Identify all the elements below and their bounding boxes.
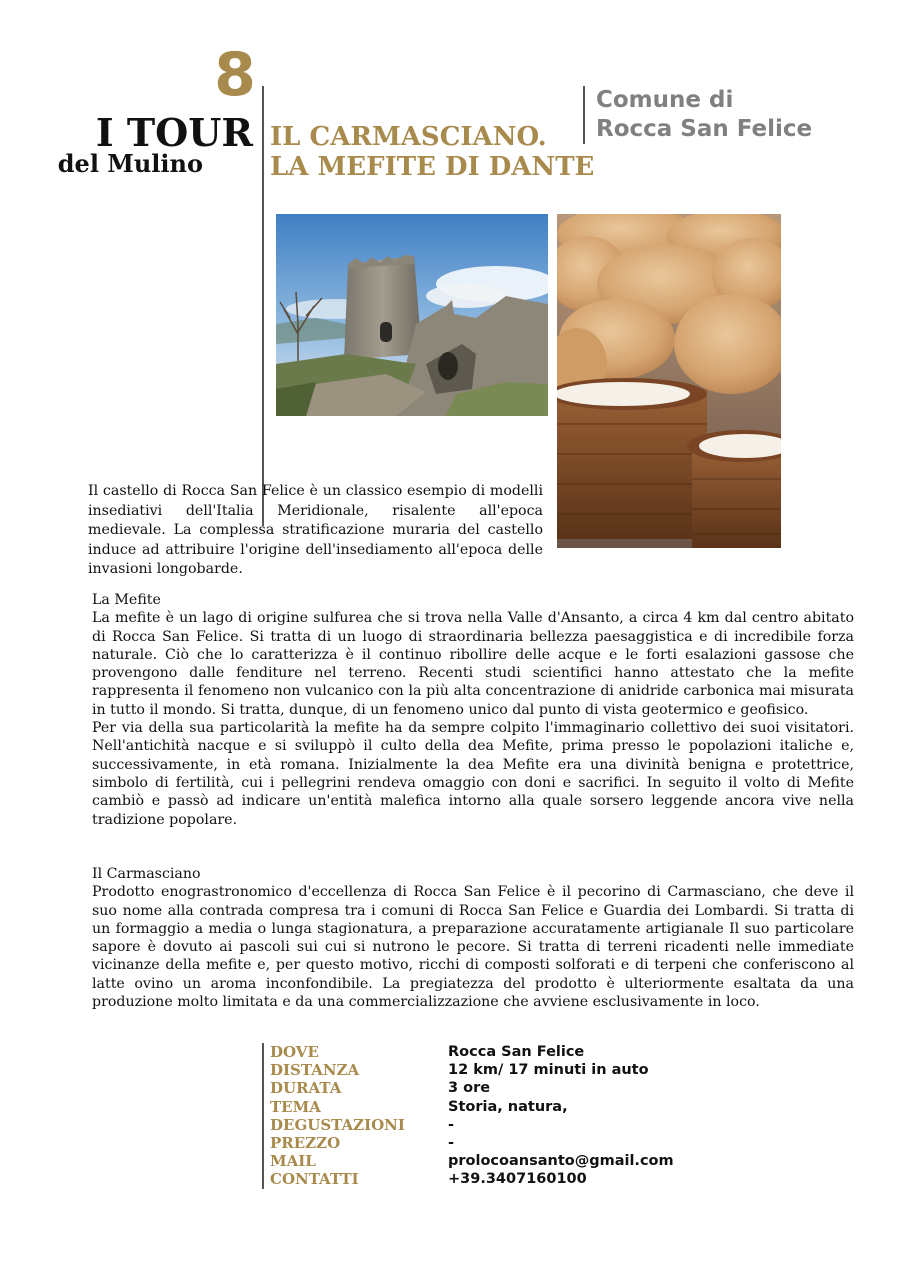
mefite-paragraph-1: La mefite è un lago di origine sulfurea che si trova nella Valle d'Ansanto, a circa 4 km dal centro abitato di Rocca San Felice. Si tratta di un luogo di straordinaria bellezza paesaggistica e di incredibile forza naturale. Ciò che lo caratterizza è il continuo ribollire delle acque e le forti esalazioni gassose che provengono dalle fenditure nel terreno. Recenti studi scientifici hanno attestato che la mefite rappresenta il fenomeno non vulcanico con la più alta concentrazione di anidride carbonica mai misurata in tutto il mondo. Si tratta, dunque, di un fenomeno unico dal punto di vista geotermico e geofisico. xyxy=(92,610,854,718)
info-row-tema xyxy=(262,1098,674,1116)
email-value[interactable]: prolocoansanto@gmail.com xyxy=(448,1153,674,1170)
info-label: DEGUSTAZIONI xyxy=(270,1115,405,1134)
info-row-durata xyxy=(262,1079,674,1097)
info-value: - xyxy=(448,1134,455,1151)
info-bar xyxy=(262,1079,264,1097)
info-label: DISTANZA xyxy=(270,1061,360,1080)
info-label: MAIL xyxy=(270,1152,316,1171)
info-value: - xyxy=(448,1116,455,1133)
tour-title-line-1: IL CARMASCIANO. xyxy=(270,122,547,152)
info-row-mail xyxy=(262,1152,674,1170)
info-bar xyxy=(262,1043,264,1061)
tour-title-line-2: LA MEFITE DI DANTE xyxy=(270,152,595,182)
info-label: DURATA xyxy=(270,1079,342,1098)
brand-subtitle: del Mulino xyxy=(57,149,203,178)
info-label: PREZZO xyxy=(270,1133,341,1152)
cheese-photo xyxy=(557,214,781,548)
info-label: TEMA xyxy=(270,1097,321,1116)
carmasciano-heading: Il Carmasciano xyxy=(92,866,201,882)
municipality-label xyxy=(596,86,812,144)
info-row-degustazioni xyxy=(262,1116,674,1134)
brand-title: I TOUR xyxy=(95,110,253,155)
info-label: CONTATTI xyxy=(270,1170,359,1189)
info-value: Storia, natura, xyxy=(448,1098,568,1115)
info-bar xyxy=(262,1061,264,1079)
info-bar xyxy=(262,1134,264,1152)
intro-paragraph: Il castello di Rocca San Felice è un classico esempio di modelli insediativi dell'Italia Meridionale, risalente all'epoca medievale. La complessa stratificazione muraria del castello induce ad attribuire l'origine dell'insediamento all'epoca delle invasioni longobarde. xyxy=(88,483,543,578)
phone-value[interactable]: +39.3407160100 xyxy=(448,1171,587,1188)
info-bar xyxy=(262,1170,264,1188)
info-label: DOVE xyxy=(270,1043,319,1061)
municipality-line-2: Rocca San Felice xyxy=(596,116,813,142)
info-bar xyxy=(262,1116,264,1134)
info-row-dove xyxy=(262,1043,674,1061)
mefite-section xyxy=(92,591,854,829)
info-row-distanza xyxy=(262,1061,674,1079)
municipality-line-1: Comune di xyxy=(596,87,734,113)
carmasciano-section xyxy=(92,865,854,1011)
info-table xyxy=(262,1043,674,1189)
info-bar xyxy=(262,1152,264,1170)
header-divider xyxy=(262,86,264,526)
tour-number: 8 xyxy=(214,40,256,110)
info-bar xyxy=(262,1098,264,1116)
info-value: 3 ore xyxy=(448,1080,491,1097)
info-value: 12 km/ 17 minuti in auto xyxy=(448,1062,649,1079)
info-value: Rocca San Felice xyxy=(448,1044,585,1060)
info-row-prezzo xyxy=(262,1134,674,1152)
castle-photo xyxy=(276,214,548,416)
carmasciano-paragraph: Prodotto enograstronomico d'eccellenza di Rocca San Felice è il pecorino di Carmasciano, che deve il suo nome alla contrada compresa tra i comuni di Rocca San Felice e Guardia dei Lombardi. Si tratta di un formaggio a media o lunga stagionatura, a preparazione accuratamente artigianale Il suo particolare sapore è dovuto ai pascoli sui cui si nutrono le pecore. Si tratta di terreni ricadenti nelle immediate vicinanze della mefite e, per questo motivo, ricchi di composti solforati e di terpeni che conferiscono al latte ovino un aroma inconfondibile. La pregiatezza del prodotto è ulteriormente esaltata da una produzione molto limitata e da una commercializzazione che avviene esclusivamente in loco. xyxy=(92,884,854,1011)
mefite-heading: La Mefite xyxy=(92,592,161,608)
comune-divider xyxy=(583,86,585,144)
info-row-contatti xyxy=(262,1170,674,1188)
tour-title xyxy=(270,122,594,182)
mefite-paragraph-2: Per via della sua particolarità la mefite ha da sempre colpito l'immaginario collettivo dei suoi visitatori. Nell'antichità nacque e si sviluppò il culto della dea Mefite, prima presso le popolazioni italiche e, successivamente, in età romana. Inizialmente la dea Mefite era una divinità benigna e protettrice, simbolo di fertilità, cui i pellegrini rendeva omaggio con doni e sacrifici. In seguito il volto di Mefite cambiò e passò ad indicare un'entità malefica intorno alla quale sorsero leggende ancora vive nella tradizione popolare. xyxy=(92,720,854,828)
